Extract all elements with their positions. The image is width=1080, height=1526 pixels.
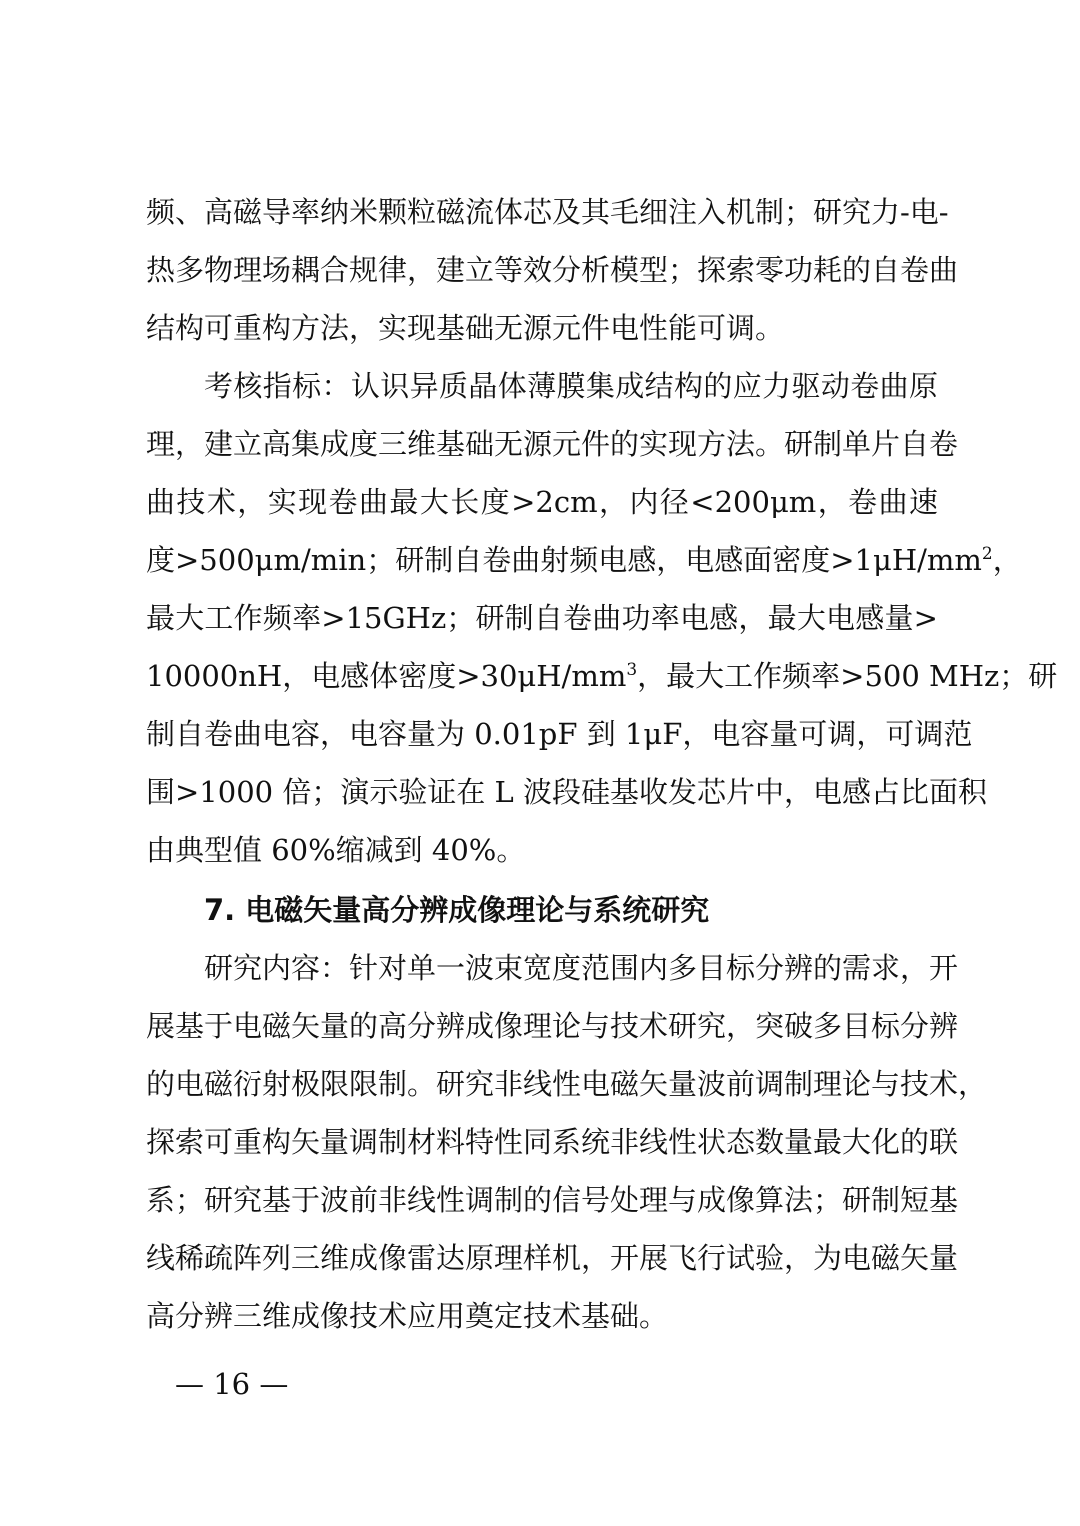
- text-run: 度>500μm/min；研制自卷曲射频电感，电感面密度>1μH/mm: [146, 543, 982, 577]
- text-line: 展基于电磁矢量的高分辨成像理论与技术研究，突破多目标分辨: [146, 1009, 959, 1043]
- text-line: 热多物理场耦合规律，建立等效分析模型；探索零功耗的自卷曲: [146, 253, 959, 287]
- superscript: 3: [626, 660, 638, 680]
- text-line: 最大工作频率>15GHz；研制自卷曲功率电感，最大电感量>: [146, 601, 938, 635]
- section-heading: 7. 电磁矢量高分辨成像理论与系统研究: [204, 893, 710, 927]
- text-line: 制自卷曲电容，电容量为 0.01pF 到 1μF，电容量可调，可调范: [146, 717, 973, 751]
- text-line: 线稀疏阵列三维成像雷达原理样机，开展飞行试验，为电磁矢量: [146, 1241, 959, 1275]
- text-run: 10000nH，电感体密度>30μH/mm: [146, 659, 627, 693]
- text-line: 曲技术，实现卷曲最大长度>2cm，内径<200μm，卷曲速: [146, 485, 938, 519]
- text-line: 频、高磁导率纳米颗粒磁流体芯及其毛细注入机制；研究力-电-: [146, 195, 949, 229]
- text-line: 高分辨三维成像技术应用奠定技术基础。: [146, 1299, 669, 1333]
- text-run: ，最大工作频率>500 MHz；研: [637, 659, 1058, 693]
- text-line: 围>1000 倍；演示验证在 L 波段硅基收发芯片中，电感占比面积: [146, 775, 988, 809]
- text-line: 探索可重构矢量调制材料特性同系统非线性状态数量最大化的联: [146, 1125, 959, 1159]
- text-line: [146, 656, 1058, 696]
- text-line: 的电磁衍射极限限制。研究非线性电磁矢量波前调制理论与技术，: [146, 1067, 988, 1101]
- text-line: 研究内容：针对单一波束宽度范围内多目标分辨的需求，开: [204, 951, 959, 985]
- text-run: ，: [992, 543, 1022, 577]
- text-line: 理，建立高集成度三维基础无源元件的实现方法。研制单片自卷: [146, 427, 959, 461]
- text-line: 系；研究基于波前非线性调制的信号处理与成像算法；研制短基: [146, 1183, 959, 1217]
- text-line: 考核指标：认识异质晶体薄膜集成结构的应力驱动卷曲原: [204, 369, 938, 403]
- text-line: 结构可重构方法，实现基础无源元件电性能可调。: [146, 311, 785, 345]
- page-number: — 16 —: [175, 1367, 289, 1401]
- superscript: 2: [981, 544, 993, 564]
- text-line: 由典型值 60%缩减到 40%。: [146, 833, 526, 867]
- text-line: [146, 540, 1022, 580]
